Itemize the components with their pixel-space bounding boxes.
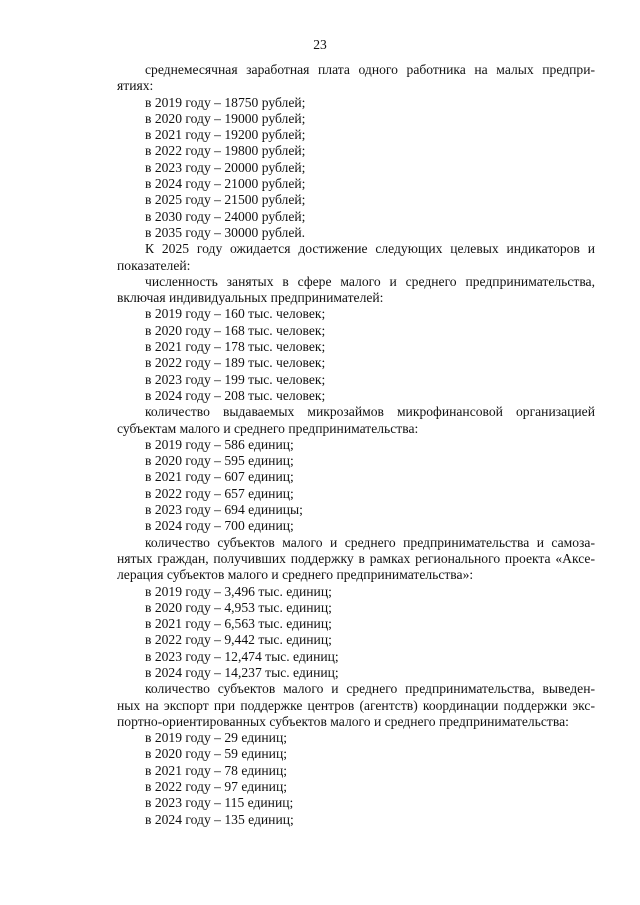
text-line: количество субъектов малого и среднего предпринимательства и самоза- (145, 534, 595, 550)
text-line: количество субъектов малого и среднего предпринимательства, выведен- (145, 681, 595, 697)
text-line: в 2030 году – 24000 рублей; (145, 208, 306, 224)
text-line: в 2020 году – 4,953 тыс. единиц; (145, 599, 332, 615)
text-line: количество выдаваемых микрозаймов микрофинансовой организацией (145, 404, 595, 420)
text-line: в 2020 году – 19000 рублей; (145, 110, 306, 126)
text-line: в 2020 году – 59 единиц; (145, 746, 287, 762)
text-line: нятых граждан, получивших поддержку в рамках регионального проекта «Аксе- (117, 550, 595, 566)
text-line: в 2035 году – 30000 рублей. (145, 224, 306, 240)
text-line: лерация субъектов малого и среднего предпринимательства»: (117, 567, 474, 583)
text-line: в 2020 году – 595 единиц; (145, 453, 294, 469)
text-line: ятиях: (117, 78, 154, 94)
text-line: в 2019 году – 3,496 тыс. единиц; (145, 583, 332, 599)
text-line: в 2022 году – 97 единиц; (145, 779, 287, 795)
text-line: показателей: (117, 257, 191, 273)
text-line: в 2024 году – 208 тыс. человек; (145, 387, 326, 403)
page-number: 23 (313, 37, 327, 52)
text-line: в 2025 году – 21500 рублей; (145, 192, 306, 208)
text-line: в 2023 году – 12,474 тыс. единиц; (145, 648, 339, 664)
text-line: в 2024 году – 21000 рублей; (145, 176, 306, 192)
text-line: в 2019 году – 29 единиц; (145, 730, 287, 746)
text-line: в 2023 году – 694 единицы; (145, 502, 303, 518)
text-line: в 2024 году – 14,237 тыс. единиц; (145, 664, 339, 680)
text-line: в 2022 году – 9,442 тыс. единиц; (145, 632, 332, 648)
text-line: в 2024 году – 135 единиц; (145, 811, 294, 827)
text-line: ных на экспорт при поддержке центров (агентств) координации поддержки экс- (117, 697, 595, 713)
text-line: в 2022 году – 19800 рублей; (145, 143, 306, 159)
text-line: в 2023 году – 20000 рублей; (145, 159, 306, 175)
text-line: в 2019 году – 18750 рублей; (145, 94, 306, 110)
text-line: среднемесячная заработная плата одного работника на малых предпри- (145, 62, 595, 77)
text-line: К 2025 году ожидается достижение следующих целевых индикаторов и (145, 241, 595, 257)
text-line: субъектам малого и среднего предпринимательства: (117, 420, 419, 436)
text-line: в 2022 году – 657 единиц; (145, 485, 294, 501)
text-line: в 2021 году – 78 единиц; (145, 762, 287, 778)
text-line: в 2024 году – 700 единиц; (145, 518, 294, 534)
text-line: в 2021 году – 6,563 тыс. единиц; (145, 616, 332, 632)
text-line: в 2021 году – 178 тыс. человек; (145, 339, 326, 355)
text-line: в 2021 году – 607 единиц; (145, 469, 294, 485)
text-line: численность занятых в сфере малого и среднего предпринимательства, (145, 273, 595, 289)
text-line: в 2022 году – 189 тыс. человек; (145, 355, 326, 371)
text-line: включая индивидуальных предпринимателей: (117, 290, 384, 306)
text-line: в 2021 году – 19200 рублей; (145, 127, 306, 143)
text-line: в 2020 году – 168 тыс. человек; (145, 322, 326, 338)
text-line: в 2019 году – 160 тыс. человек; (145, 306, 326, 322)
text-line: портно-ориентированных субъектов малого и среднего предпринимательства: (117, 713, 569, 729)
text-line: в 2023 году – 115 единиц; (145, 795, 294, 811)
document-body (117, 62, 595, 828)
text-line: в 2019 году – 586 единиц; (145, 436, 294, 452)
text-line: в 2023 году – 199 тыс. человек; (145, 371, 326, 387)
